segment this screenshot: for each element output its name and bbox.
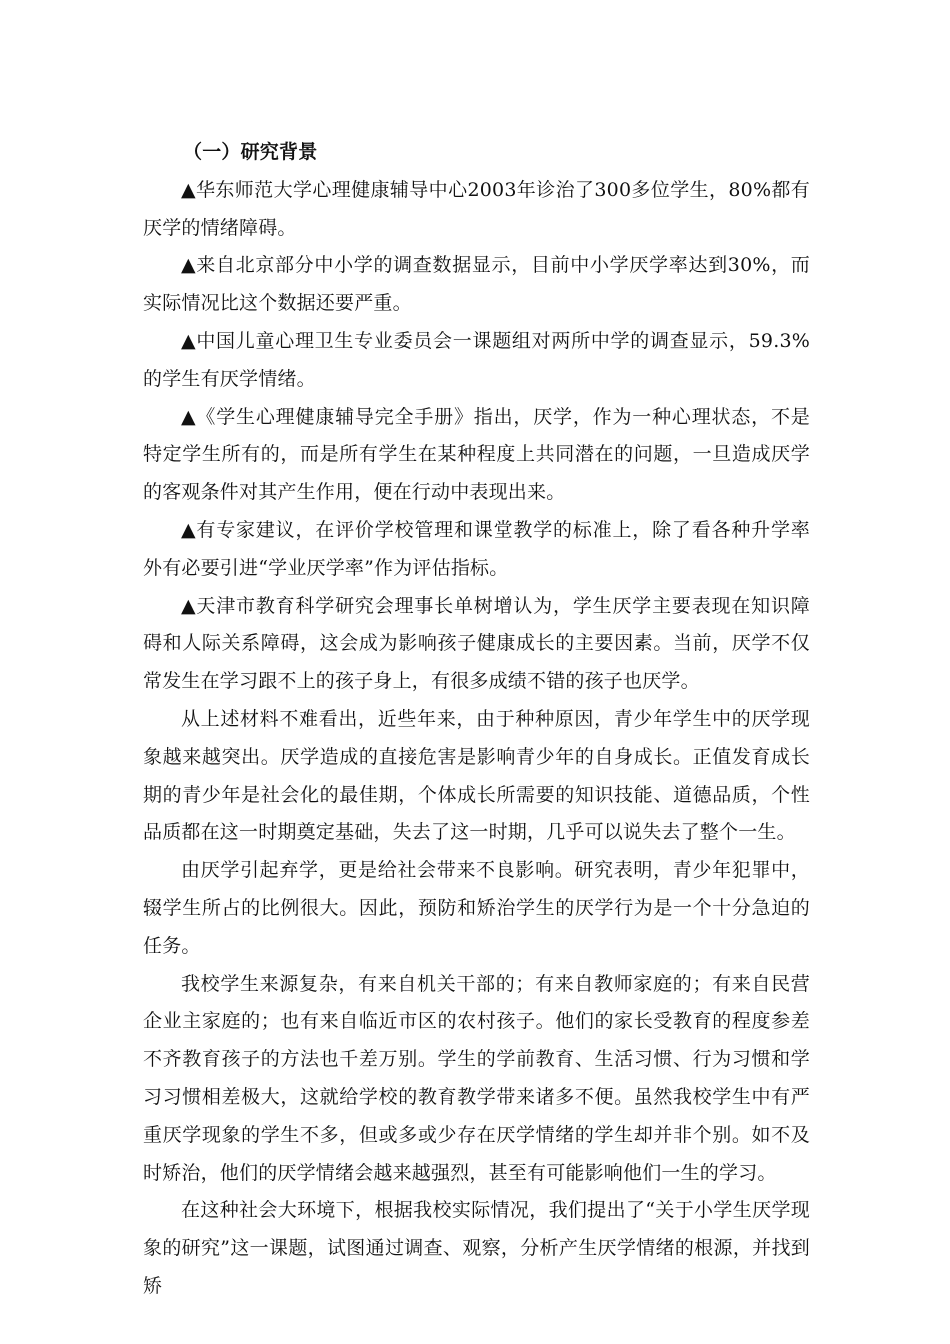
document-page	[143, 134, 810, 1306]
paragraph-2: ▲来自北京部分中小学的调查数据显示，目前中小学厌学率达到30%，而实际情况比这个数据还要严重。	[143, 254, 810, 315]
paragraph-7: 从上述材料不难看出，近些年来，由于种种原因，青少年学生中的厌学现象越来越突出。厌学造成的直接危害是影响青少年的自身成长。正值发育成长期的青少年是社会化的最佳期，个体成长所需要的知识技能、道德品质，个性品质都在这一时期奠定基础，失去了这一时期，几乎可以说失去了整个一生。	[143, 707, 810, 844]
paragraph-9: 我校学生来源复杂，有来自机关干部的；有来自教师家庭的；有来自民营企业主家庭的；也有来自临近市区的农村孩子。他们的家长受教育的程度参差不齐教育孩子的方法也千差万别。学生的学前教育、生活习惯、行为习惯和学习习惯相差极大，这就给学校的教育教学带来诸多不便。虽然我校学生中有严重厌学现象的学生不多，但或多或少存在厌学情绪的学生却并非个别。如不及时矫治，他们的厌学情绪会越来越强烈，甚至有可能影响他们一生的学习。	[143, 972, 810, 1184]
paragraph-3: ▲中国儿童心理卫生专业委员会一课题组对两所中学的调查显示，59.3%的学生有厌学情绪。	[143, 329, 810, 390]
paragraph-5: ▲有专家建议，在评价学校管理和课堂教学的标准上，除了看各种升学率外有必要引进“学业厌学率”作为评估指标。	[143, 518, 810, 579]
paragraph-8: 由厌学引起弃学，更是给社会带来不良影响。研究表明，青少年犯罪中，辍学生所占的比例很大。因此，预防和矫治学生的厌学行为是一个十分急迫的任务。	[143, 859, 810, 957]
paragraph-4: ▲《学生心理健康辅导完全手册》指出，厌学，作为一种心理状态，不是特定学生所有的，而是所有学生在某种程度上共同潜在的问题，一旦造成厌学的客观条件对其产生作用，便在行动中表现出来。	[143, 405, 810, 504]
paragraph-1: ▲华东师范大学心理健康辅导中心2003年诊治了300多位学生，80%都有厌学的情绪障碍。	[143, 178, 810, 239]
paragraph-10: 在这种社会大环境下，根据我校实际情况，我们提出了“关于小学生厌学现象的研究”这一课题，试图通过调查、观察，分析产生厌学情绪的根源，并找到矫	[143, 1199, 810, 1297]
section-heading: （一）研究背景	[183, 141, 318, 163]
paragraph-6: ▲天津市教育科学研究会理事长单树增认为，学生厌学主要表现在知识障碍和人际关系障碍，这会成为影响孩子健康成长的主要因素。当前，厌学不仅常发生在学习跟不上的孩子身上，有很多成绩不错的孩子也厌学。	[143, 594, 810, 693]
